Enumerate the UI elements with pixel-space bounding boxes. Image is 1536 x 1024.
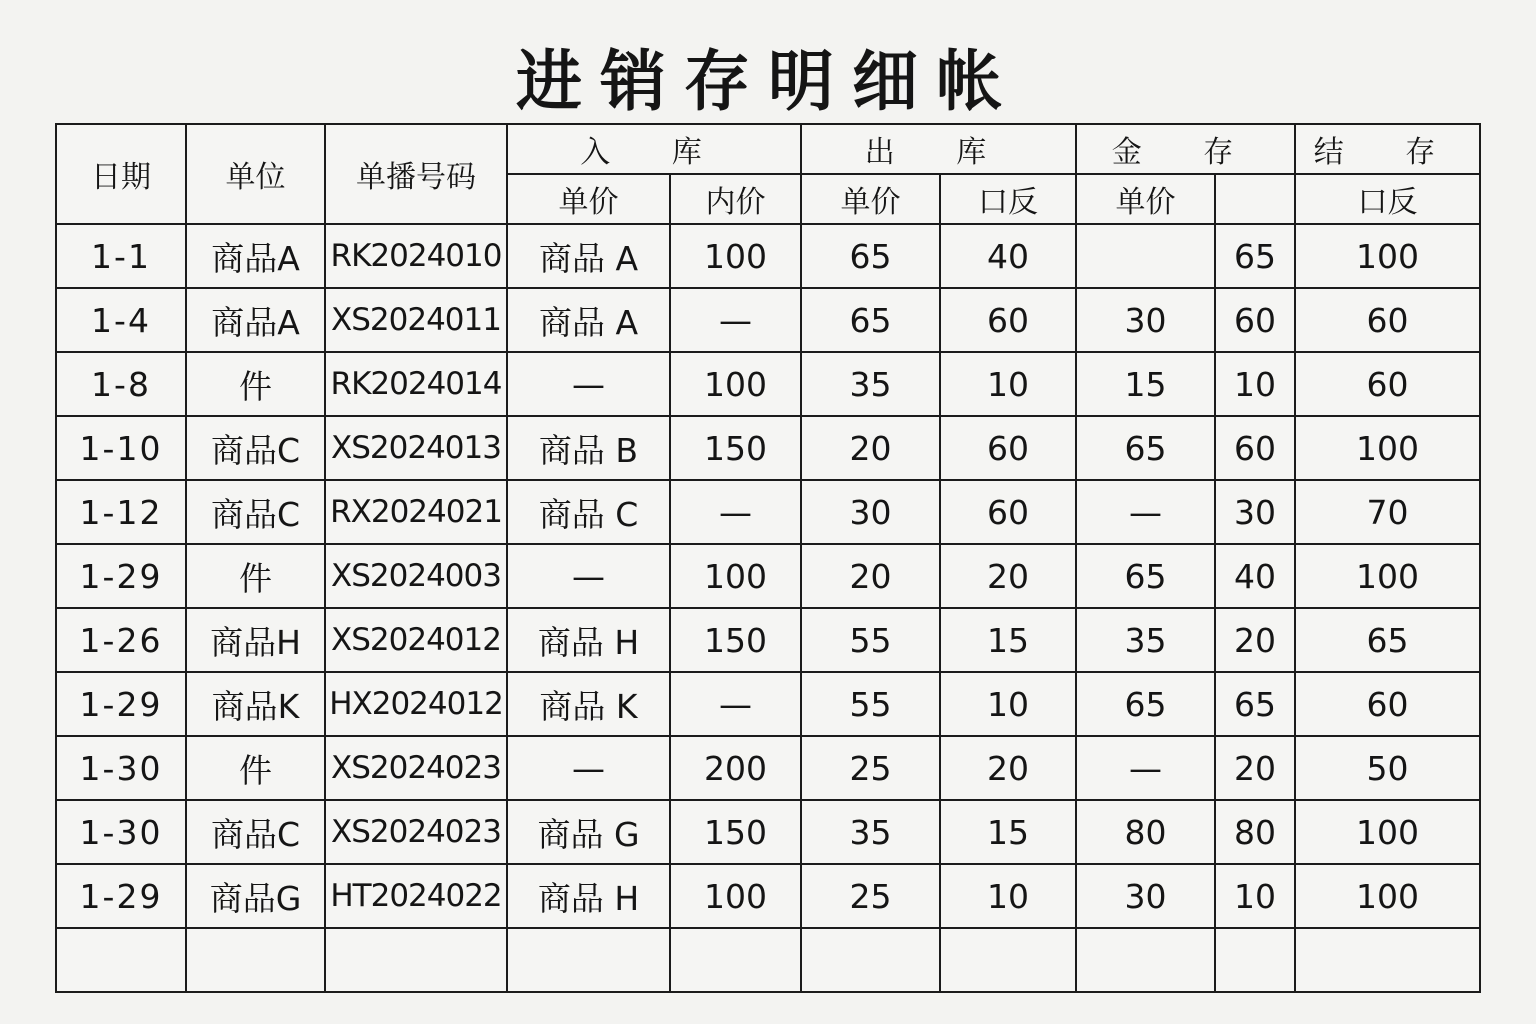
subheader-amount-blank — [1215, 174, 1295, 224]
subheader-amount-price: 单价 — [1076, 174, 1215, 224]
cell-doc-no: XS2024013 — [325, 416, 507, 480]
table-row — [56, 480, 1480, 544]
table-row — [56, 416, 1480, 480]
cell-date: 1-26 — [56, 608, 186, 672]
header-doc-no: 单播号码 — [325, 124, 507, 224]
cell-inbound-inner: 100 — [670, 864, 801, 928]
cell-item: 商品 G — [507, 800, 670, 864]
cell-item: 商品 A — [507, 288, 670, 352]
cell-inbound-inner: 150 — [670, 800, 801, 864]
header-group-inbound: 入 库 — [507, 124, 801, 174]
cell-outbound-qty: 20 — [940, 736, 1076, 800]
cell-date: 1-29 — [56, 672, 186, 736]
table-row — [56, 288, 1480, 352]
cell-inbound-inner: — — [670, 672, 801, 736]
cell-unit: 商品G — [186, 864, 325, 928]
cell-inbound-inner: 100 — [670, 224, 801, 288]
table-row — [56, 608, 1480, 672]
cell-date: 1-8 — [56, 352, 186, 416]
cell-doc-no: XS2024003 — [325, 544, 507, 608]
cell-balance-qty: 65 — [1295, 608, 1480, 672]
cell-unit: 商品C — [186, 416, 325, 480]
header-unit: 单位 — [186, 124, 325, 224]
cell-item: — — [507, 352, 670, 416]
empty-cell — [1076, 928, 1215, 992]
empty-row — [56, 928, 1480, 992]
cell-outbound-qty: 60 — [940, 416, 1076, 480]
empty-cell — [1215, 928, 1295, 992]
header-group-amount: 金 存 — [1076, 124, 1295, 174]
cell-outbound-price: 30 — [801, 480, 940, 544]
cell-amount-value: 20 — [1215, 608, 1295, 672]
empty-cell — [325, 928, 507, 992]
cell-outbound-price: 65 — [801, 224, 940, 288]
table-row — [56, 352, 1480, 416]
cell-unit: 商品C — [186, 480, 325, 544]
cell-date: 1-29 — [56, 864, 186, 928]
cell-item: 商品 H — [507, 864, 670, 928]
cell-date: 1-30 — [56, 736, 186, 800]
cell-doc-no: HT2024022 — [325, 864, 507, 928]
cell-doc-no: RK2024014 — [325, 352, 507, 416]
cell-outbound-qty: 60 — [940, 288, 1076, 352]
cell-outbound-price: 25 — [801, 864, 940, 928]
table-row — [56, 800, 1480, 864]
empty-cell — [670, 928, 801, 992]
subheader-outbound-price: 单价 — [801, 174, 940, 224]
cell-amount-price: 15 — [1076, 352, 1215, 416]
cell-inbound-inner: 100 — [670, 544, 801, 608]
header-group-balance: 结 存 — [1295, 124, 1480, 174]
empty-cell — [56, 928, 186, 992]
cell-outbound-qty: 15 — [940, 800, 1076, 864]
cell-inbound-inner: 150 — [670, 416, 801, 480]
cell-amount-price: 65 — [1076, 416, 1215, 480]
table-row — [56, 736, 1480, 800]
cell-outbound-price: 25 — [801, 736, 940, 800]
cell-balance-qty: 50 — [1295, 736, 1480, 800]
cell-amount-value: 10 — [1215, 352, 1295, 416]
cell-inbound-inner: 100 — [670, 352, 801, 416]
cell-outbound-qty: 10 — [940, 864, 1076, 928]
ledger-table — [55, 123, 1481, 993]
cell-doc-no: XS2024023 — [325, 800, 507, 864]
cell-unit: 商品A — [186, 224, 325, 288]
cell-date: 1-29 — [56, 544, 186, 608]
cell-date: 1-1 — [56, 224, 186, 288]
cell-outbound-price: 20 — [801, 416, 940, 480]
cell-amount-price: 65 — [1076, 672, 1215, 736]
cell-doc-no: HX2024012 — [325, 672, 507, 736]
cell-date: 1-10 — [56, 416, 186, 480]
cell-date: 1-12 — [56, 480, 186, 544]
cell-balance-qty: 70 — [1295, 480, 1480, 544]
empty-cell — [940, 928, 1076, 992]
cell-item: 商品 A — [507, 224, 670, 288]
cell-doc-no: RX2024021 — [325, 480, 507, 544]
cell-amount-value: 80 — [1215, 800, 1295, 864]
cell-balance-qty: 100 — [1295, 544, 1480, 608]
table-row — [56, 864, 1480, 928]
cell-outbound-qty: 10 — [940, 352, 1076, 416]
cell-amount-price: — — [1076, 736, 1215, 800]
cell-unit: 商品C — [186, 800, 325, 864]
cell-outbound-qty: 60 — [940, 480, 1076, 544]
cell-amount-price: 30 — [1076, 864, 1215, 928]
table-row — [56, 544, 1480, 608]
cell-unit: 件 — [186, 352, 325, 416]
page-title: 进销存明细帐 — [516, 42, 1020, 120]
cell-amount-price: 80 — [1076, 800, 1215, 864]
empty-cell — [507, 928, 670, 992]
cell-balance-qty: 100 — [1295, 864, 1480, 928]
cell-date: 1-4 — [56, 288, 186, 352]
empty-cell — [186, 928, 325, 992]
cell-item: 商品 K — [507, 672, 670, 736]
cell-inbound-inner: 200 — [670, 736, 801, 800]
header-row-1 — [56, 124, 1480, 174]
cell-amount-price: 65 — [1076, 544, 1215, 608]
cell-doc-no: XS2024023 — [325, 736, 507, 800]
cell-amount-value: 20 — [1215, 736, 1295, 800]
cell-doc-no: RK2024010 — [325, 224, 507, 288]
header-date: 日期 — [56, 124, 186, 224]
cell-inbound-inner: — — [670, 480, 801, 544]
empty-cell — [801, 928, 940, 992]
cell-balance-qty: 100 — [1295, 800, 1480, 864]
cell-outbound-price: 55 — [801, 672, 940, 736]
cell-amount-value: 65 — [1215, 672, 1295, 736]
cell-outbound-qty: 20 — [940, 544, 1076, 608]
cell-unit: 商品K — [186, 672, 325, 736]
cell-inbound-inner: — — [670, 288, 801, 352]
cell-balance-qty: 60 — [1295, 672, 1480, 736]
cell-item: — — [507, 736, 670, 800]
subheader-inbound-price: 单价 — [507, 174, 670, 224]
empty-cell — [1295, 928, 1480, 992]
cell-outbound-qty: 15 — [940, 608, 1076, 672]
cell-item: 商品 C — [507, 480, 670, 544]
cell-unit: 件 — [186, 736, 325, 800]
cell-amount-value: 60 — [1215, 416, 1295, 480]
cell-amount-price: — — [1076, 480, 1215, 544]
cell-doc-no: XS2024012 — [325, 608, 507, 672]
cell-item: 商品 H — [507, 608, 670, 672]
subheader-balance-qty: 口反 — [1295, 174, 1480, 224]
cell-date: 1-30 — [56, 800, 186, 864]
cell-unit: 商品H — [186, 608, 325, 672]
table-row — [56, 672, 1480, 736]
cell-outbound-price: 20 — [801, 544, 940, 608]
cell-inbound-inner: 150 — [670, 608, 801, 672]
cell-balance-qty: 100 — [1295, 224, 1480, 288]
cell-unit: 件 — [186, 544, 325, 608]
cell-unit: 商品A — [186, 288, 325, 352]
cell-outbound-qty: 10 — [940, 672, 1076, 736]
cell-item: — — [507, 544, 670, 608]
table-row — [56, 224, 1480, 288]
cell-outbound-qty: 40 — [940, 224, 1076, 288]
cell-amount-value: 40 — [1215, 544, 1295, 608]
cell-outbound-price: 65 — [801, 288, 940, 352]
cell-amount-value: 10 — [1215, 864, 1295, 928]
cell-balance-qty: 100 — [1295, 416, 1480, 480]
cell-doc-no: XS2024011 — [325, 288, 507, 352]
header-group-outbound: 出 库 — [801, 124, 1076, 174]
cell-amount-price — [1076, 224, 1215, 288]
cell-amount-price: 30 — [1076, 288, 1215, 352]
subheader-inbound-inner: 内价 — [670, 174, 801, 224]
cell-amount-value: 65 — [1215, 224, 1295, 288]
cell-amount-price: 35 — [1076, 608, 1215, 672]
cell-outbound-price: 55 — [801, 608, 940, 672]
subheader-outbound-qty: 口反 — [940, 174, 1076, 224]
cell-amount-value: 60 — [1215, 288, 1295, 352]
cell-outbound-price: 35 — [801, 800, 940, 864]
cell-balance-qty: 60 — [1295, 288, 1480, 352]
cell-item: 商品 B — [507, 416, 670, 480]
cell-balance-qty: 60 — [1295, 352, 1480, 416]
cell-outbound-price: 35 — [801, 352, 940, 416]
cell-amount-value: 30 — [1215, 480, 1295, 544]
